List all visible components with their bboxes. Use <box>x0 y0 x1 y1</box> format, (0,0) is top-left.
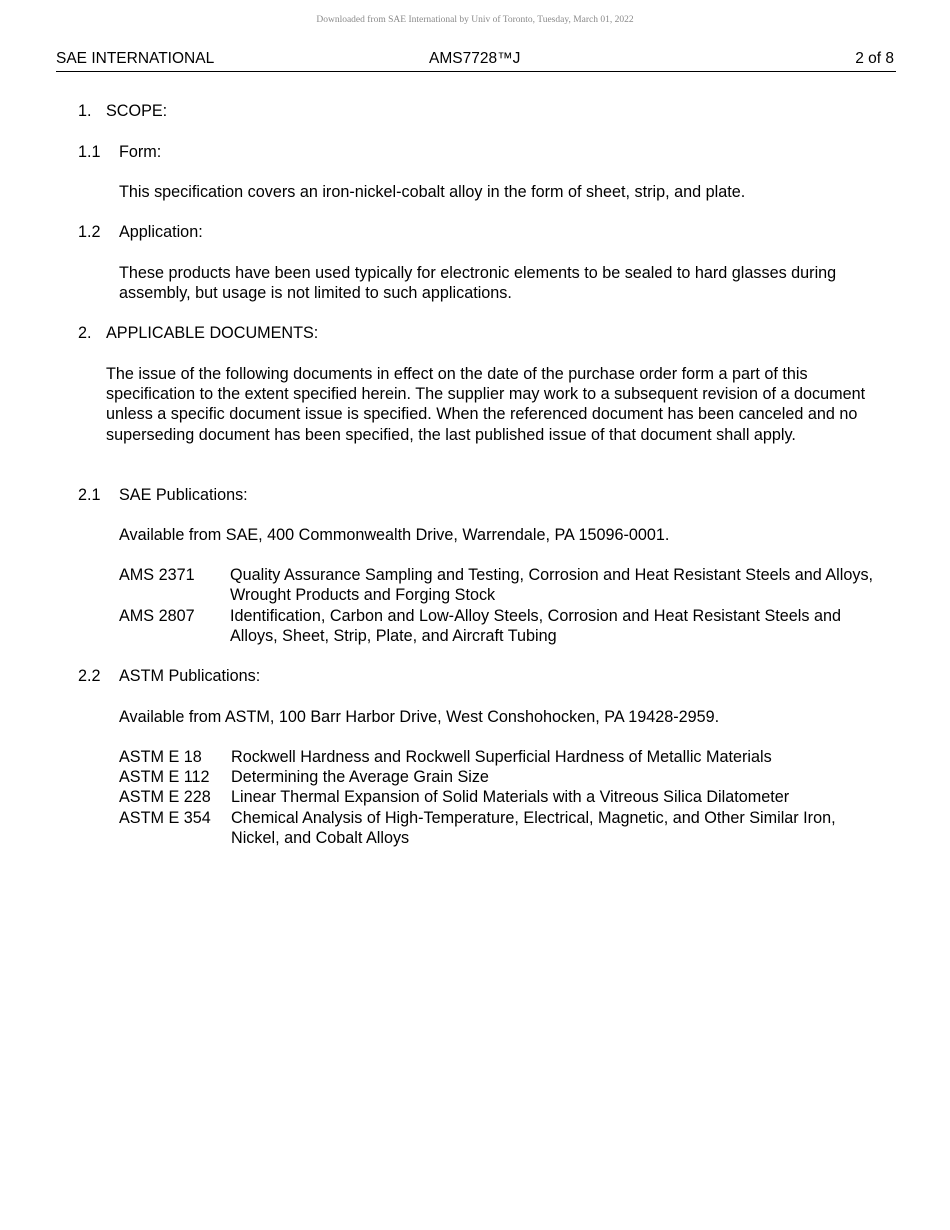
reference-code: ASTM E 112 <box>119 768 210 786</box>
section-number: 1. <box>78 102 92 120</box>
section-title: Form: <box>119 143 162 161</box>
section-1-1-heading <box>78 142 162 162</box>
reference-code: ASTM E 18 <box>119 748 202 766</box>
reference-row <box>119 787 889 807</box>
section-2-1-heading <box>78 485 248 505</box>
reference-row <box>119 747 889 767</box>
header-page-number: 2 of 8 <box>855 50 894 67</box>
header-organization: SAE INTERNATIONAL <box>56 50 215 67</box>
reference-row <box>119 565 889 605</box>
section-number: 2. <box>78 324 92 342</box>
reference-title: Identification, Carbon and Low-Alloy Steels, Corrosion and Heat Resistant Steels and Alloys, Sheet, Strip, Plate, and Aircraft Tubing <box>230 607 841 646</box>
section-title: APPLICABLE DOCUMENTS: <box>106 324 319 342</box>
section-title: SAE Publications: <box>119 486 248 504</box>
section-2-text: The issue of the following documents in effect on the date of the purchase order form a part of this specification to the extent specified herein. The supplier may work to a subsequent revision of a document unless a specific document issue is specified. When the referenced document has been canceled and no superseding document has been specified, the last published issue of that document shall apply. <box>106 365 866 444</box>
section-number: 1.2 <box>78 223 101 241</box>
header-document-number: AMS7728™J <box>429 50 521 67</box>
reference-code: AMS 2371 <box>119 566 195 584</box>
section-2-1-availability: Available from SAE, 400 Commonwealth Drive, Warrendale, PA 15096-0001. <box>119 526 670 544</box>
section-1-1-text: This specification covers an iron-nickel-cobalt alloy in the form of sheet, strip, and plate. <box>119 183 746 201</box>
download-watermark: Downloaded from SAE International by Univ of Toronto, Tuesday, March 01, 2022 <box>316 15 634 25</box>
reference-code: ASTM E 354 <box>119 809 211 827</box>
section-2-2-availability: Available from ASTM, 100 Barr Harbor Drive, West Conshohocken, PA 19428-2959. <box>119 708 720 726</box>
section-2-2-heading <box>78 666 261 686</box>
section-2-heading <box>78 323 319 343</box>
reference-title: Rockwell Hardness and Rockwell Superficial Hardness of Metallic Materials <box>231 748 772 766</box>
section-1-2-text: These products have been used typically for electronic elements to be sealed to hard glasses during assembly, but usage is not limited to such applications. <box>119 264 837 303</box>
page-header <box>56 49 896 72</box>
section-1-heading <box>78 101 168 121</box>
reference-row <box>119 606 889 646</box>
section-number: 2.1 <box>78 486 101 504</box>
reference-row <box>119 808 889 848</box>
section-1-2-heading <box>78 222 203 242</box>
reference-code: AMS 2807 <box>119 607 195 625</box>
reference-title: Determining the Average Grain Size <box>231 768 489 786</box>
section-number: 2.2 <box>78 667 101 685</box>
section-title: Application: <box>119 223 203 241</box>
section-number: 1.1 <box>78 143 101 161</box>
reference-row <box>119 767 889 787</box>
reference-title: Chemical Analysis of High-Temperature, Electrical, Magnetic, and Other Similar Iron, Nickel, and Cobalt Alloys <box>231 809 836 848</box>
reference-title: Quality Assurance Sampling and Testing, Corrosion and Heat Resistant Steels and Alloys, Wrought Products and Forging Stock <box>230 566 874 605</box>
section-title: SCOPE: <box>106 102 168 120</box>
section-title: ASTM Publications: <box>119 667 261 685</box>
reference-code: ASTM E 228 <box>119 788 211 806</box>
reference-title: Linear Thermal Expansion of Solid Materials with a Vitreous Silica Dilatometer <box>231 788 790 806</box>
